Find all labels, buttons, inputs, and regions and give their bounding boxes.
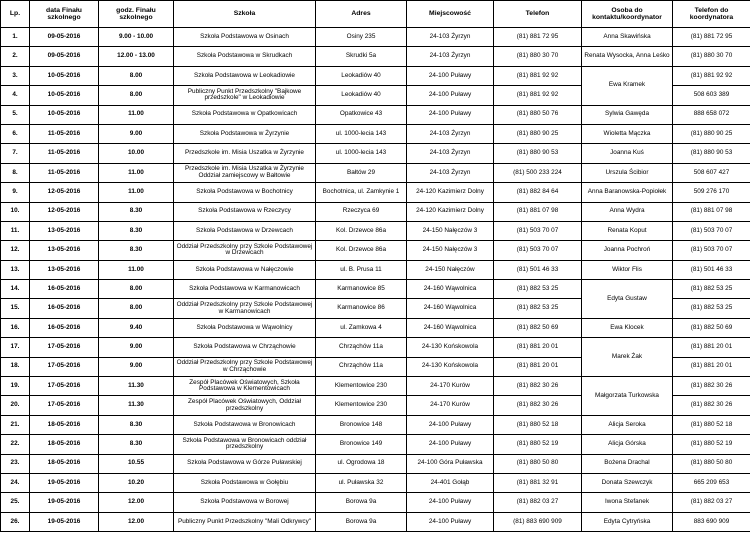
time-cell: 8.30 <box>99 221 174 240</box>
time-cell: 8.00 <box>99 280 174 299</box>
school-cell: Szkoła Podstawowa w Żyrzynie <box>174 124 316 143</box>
contact-cell: Renata Koput <box>582 221 673 240</box>
contact-cell: Ewa Klocek <box>582 318 673 337</box>
address-cell: Bronowice 149 <box>316 435 407 454</box>
table-row <box>1 183 750 202</box>
time-cell: 8.30 <box>99 415 174 434</box>
address-cell: Leokadiów 40 <box>316 86 407 105</box>
school-cell: Publiczny Punkt Przedszkolny "Mali Odkrywcy" <box>174 512 316 531</box>
phone-cell: (81) 501 46 33 <box>494 260 582 279</box>
town-cell: 24-401 Gołąb <box>407 473 494 492</box>
town-cell: 24-100 Puławy <box>407 66 494 85</box>
phone-cell: (81) 881 20 01 <box>494 357 582 376</box>
contact-phone-cell: 888 658 072 <box>673 105 750 124</box>
contact-phone-cell: (81) 882 53 25 <box>673 280 750 299</box>
contact-cell: Renata Wysocka, Anna Leśko <box>582 47 673 66</box>
contact-phone-cell: (81) 881 07 98 <box>673 202 750 221</box>
lp-cell: 21. <box>1 415 30 434</box>
contact-phone-cell: 508 607 427 <box>673 163 750 182</box>
header-contact-phone: Telefon do koordynatora <box>673 1 750 28</box>
date-cell: 17-05-2016 <box>30 377 99 396</box>
phone-cell: (81) 882 50 69 <box>494 318 582 337</box>
address-cell: ul. B. Prusa 11 <box>316 260 407 279</box>
phone-cell: (81) 881 92 92 <box>494 66 582 85</box>
address-cell: Klementowice 230 <box>316 396 407 415</box>
contact-cell: Edyta Cytryńska <box>582 512 673 531</box>
table-row <box>1 221 750 240</box>
date-cell: 10-05-2016 <box>30 105 99 124</box>
time-cell: 12.00 <box>99 512 174 531</box>
town-cell: 24-150 Nałęczów <box>407 260 494 279</box>
time-cell: 11.30 <box>99 377 174 396</box>
school-cell: Szkoła Podstawowa w Rzeczycy <box>174 202 316 221</box>
table-row <box>1 415 750 434</box>
lp-cell: 16. <box>1 318 30 337</box>
contact-phone-cell: (81) 882 30 26 <box>673 377 750 396</box>
time-cell: 9.00 - 10.00 <box>99 28 174 47</box>
contact-cell: Wiktor Flis <box>582 260 673 279</box>
table-row <box>1 124 750 143</box>
phone-cell: (81) 882 30 26 <box>494 396 582 415</box>
contact-phone-cell: (81) 880 52 18 <box>673 415 750 434</box>
phone-cell: (81) 881 72 95 <box>494 28 582 47</box>
school-cell: Szkoła Podstawowa w Wąwolnicy <box>174 318 316 337</box>
phone-cell: (81) 882 53 25 <box>494 299 582 318</box>
town-cell: 24-100 Góra Puławska <box>407 454 494 473</box>
town-cell: 24-130 Końskowola <box>407 338 494 357</box>
address-cell: ul. Puławska 32 <box>316 473 407 492</box>
contact-phone-cell: (81) 881 72 95 <box>673 28 750 47</box>
contact-phone-cell: (81) 882 53 25 <box>673 299 750 318</box>
phone-cell: (81) 882 03 27 <box>494 493 582 512</box>
time-cell: 10.55 <box>99 454 174 473</box>
contact-phone-cell: (81) 881 20 01 <box>673 357 750 376</box>
school-cell: Szkoła Podstawowa w Leokadiowie <box>174 66 316 85</box>
school-cell: Szkoła Podstawowa w Nałęczowie <box>174 260 316 279</box>
lp-cell: 4. <box>1 86 30 105</box>
school-cell: Szkoła Podstawowa w Skrudkach <box>174 47 316 66</box>
contact-phone-cell: (81) 880 90 53 <box>673 144 750 163</box>
lp-cell: 2. <box>1 47 30 66</box>
address-cell: Kol. Drzewce 86a <box>316 221 407 240</box>
school-cell: Oddział Przedszkolny przy Szkole Podstawowej w Chrząchowie <box>174 357 316 376</box>
town-cell: 24-100 Puławy <box>407 415 494 434</box>
lp-cell: 19. <box>1 377 30 396</box>
time-cell: 10.20 <box>99 473 174 492</box>
table-row <box>1 260 750 279</box>
town-cell: 24-103 Żyrzyn <box>407 163 494 182</box>
time-cell: 10.00 <box>99 144 174 163</box>
phone-cell: (81) 503 70 07 <box>494 221 582 240</box>
town-cell: 24-120 Kazimierz Dolny <box>407 183 494 202</box>
date-cell: 13-05-2016 <box>30 260 99 279</box>
town-cell: 24-130 Końskowola <box>407 357 494 376</box>
time-cell: 8.00 <box>99 299 174 318</box>
town-cell: 24-150 Nałęczów 3 <box>407 241 494 260</box>
school-cell: Zespół Placówek Oświatowych, Szkoła Podstawowa w Klementowicach <box>174 377 316 396</box>
table-row <box>1 163 750 182</box>
contact-phone-cell: (81) 880 50 80 <box>673 454 750 473</box>
date-cell: 13-05-2016 <box>30 221 99 240</box>
header-address: Adres <box>316 1 407 28</box>
address-cell: Rzeczyca 69 <box>316 202 407 221</box>
contact-phone-cell: 509 276 170 <box>673 183 750 202</box>
town-cell: 24-100 Puławy <box>407 86 494 105</box>
lp-cell: 23. <box>1 454 30 473</box>
school-cell: Szkoła Podstawowa w Bronowicach oddział przedszkolny <box>174 435 316 454</box>
contact-phone-cell: (81) 880 52 19 <box>673 435 750 454</box>
contact-cell: Iwona Stefanek <box>582 493 673 512</box>
address-cell: Bochotnica, ul. Zamkynie 1 <box>316 183 407 202</box>
lp-cell: 1. <box>1 28 30 47</box>
town-cell: 24-170 Kurów <box>407 396 494 415</box>
date-cell: 11-05-2016 <box>30 124 99 143</box>
lp-cell: 18. <box>1 357 30 376</box>
phone-cell: (81) 880 50 80 <box>494 454 582 473</box>
contact-cell: Sylwia Gawęda <box>582 105 673 124</box>
contact-cell: Bożena Drachal <box>582 454 673 473</box>
contact-phone-cell: (81) 882 30 26 <box>673 396 750 415</box>
town-cell: 24-120 Kazimierz Dolny <box>407 202 494 221</box>
time-cell: 8.00 <box>99 86 174 105</box>
school-cell: Zespół Placówek Oświatowych, Oddział przedszkolny <box>174 396 316 415</box>
address-cell: Bronowice 148 <box>316 415 407 434</box>
date-cell: 19-05-2016 <box>30 493 99 512</box>
phone-cell: (81) 880 30 70 <box>494 47 582 66</box>
address-cell: Skrudki 5a <box>316 47 407 66</box>
address-cell: Opatkowice 43 <box>316 105 407 124</box>
table-row <box>1 280 750 299</box>
lp-cell: 7. <box>1 144 30 163</box>
lp-cell: 20. <box>1 396 30 415</box>
school-cell: Szkoła Podstawowa w Bronowicach <box>174 415 316 434</box>
date-cell: 09-05-2016 <box>30 28 99 47</box>
lp-cell: 22. <box>1 435 30 454</box>
school-cell: Szkoła Podstawowa w Osinach <box>174 28 316 47</box>
town-cell: 24-170 Kurów <box>407 377 494 396</box>
contact-phone-cell: (81) 880 30 70 <box>673 47 750 66</box>
lp-cell: 11. <box>1 221 30 240</box>
phone-cell: (81) 880 50 76 <box>494 105 582 124</box>
time-cell: 8.30 <box>99 241 174 260</box>
date-cell: 16-05-2016 <box>30 299 99 318</box>
date-cell: 17-05-2016 <box>30 338 99 357</box>
table-row <box>1 377 750 396</box>
contact-cell: Edyta Gustaw <box>582 280 673 319</box>
school-cell: Szkoła Podstawowa w Karmanowicach <box>174 280 316 299</box>
address-cell: Bałtów 29 <box>316 163 407 182</box>
time-cell: 11.00 <box>99 260 174 279</box>
phone-cell: (81) 881 92 92 <box>494 86 582 105</box>
address-cell: Borowa 9a <box>316 493 407 512</box>
lp-cell: 14. <box>1 280 30 299</box>
contact-phone-cell: (81) 881 92 92 <box>673 66 750 85</box>
table-row <box>1 473 750 492</box>
phone-cell: (81) 880 90 25 <box>494 124 582 143</box>
date-cell: 19-05-2016 <box>30 473 99 492</box>
time-cell: 11.30 <box>99 396 174 415</box>
date-cell: 19-05-2016 <box>30 512 99 531</box>
date-cell: 11-05-2016 <box>30 144 99 163</box>
table-row <box>1 338 750 357</box>
contact-cell: Joanna Pochroń <box>582 241 673 260</box>
time-cell: 11.00 <box>99 163 174 182</box>
contact-phone-cell: 665 209 653 <box>673 473 750 492</box>
time-cell: 11.00 <box>99 183 174 202</box>
lp-cell: 10. <box>1 202 30 221</box>
school-cell: Publiczny Punkt Przedszkolny "Bajkowe przedszkole" w Leokadiowie <box>174 86 316 105</box>
lp-cell: 25. <box>1 493 30 512</box>
school-cell: Przedszkole im. Misia Uszatka w Żyrzynie <box>174 144 316 163</box>
time-cell: 12.00 <box>99 493 174 512</box>
header-date: data Finału szkolnego <box>30 1 99 28</box>
lp-cell: 15. <box>1 299 30 318</box>
address-cell: Osiny 235 <box>316 28 407 47</box>
time-cell: 8.30 <box>99 435 174 454</box>
lp-cell: 26. <box>1 512 30 531</box>
date-cell: 09-05-2016 <box>30 47 99 66</box>
phone-cell: (81) 500 233 224 <box>494 163 582 182</box>
contact-cell: Anna Baranowska-Popiołek <box>582 183 673 202</box>
contact-cell: Urszula Ścibior <box>582 163 673 182</box>
town-cell: 24-160 Wąwolnica <box>407 280 494 299</box>
date-cell: 18-05-2016 <box>30 435 99 454</box>
table-row <box>1 318 750 337</box>
address-cell: Karmanowice 85 <box>316 280 407 299</box>
town-cell: 24-150 Nałęczów 3 <box>407 221 494 240</box>
contact-phone-cell: (81) 882 50 69 <box>673 318 750 337</box>
school-cell: Szkoła Podstawowa w Bochotnicy <box>174 183 316 202</box>
phone-cell: (81) 880 52 18 <box>494 415 582 434</box>
phone-cell: (81) 882 84 64 <box>494 183 582 202</box>
contact-phone-cell: (81) 881 20 01 <box>673 338 750 357</box>
contact-cell: Marek Żak <box>582 338 673 377</box>
school-cell: Szkoła Podstawowa w Gołębiu <box>174 473 316 492</box>
time-cell: 11.00 <box>99 105 174 124</box>
header-town: Miejscowość <box>407 1 494 28</box>
lp-cell: 12. <box>1 241 30 260</box>
town-cell: 24-160 Wąwolnica <box>407 299 494 318</box>
town-cell: 24-100 Puławy <box>407 512 494 531</box>
table-row <box>1 241 750 260</box>
address-cell: Kol. Drzewce 86a <box>316 241 407 260</box>
table-body <box>1 28 750 532</box>
table-row <box>1 47 750 66</box>
town-cell: 24-100 Puławy <box>407 105 494 124</box>
phone-cell: (81) 883 690 909 <box>494 512 582 531</box>
lp-cell: 5. <box>1 105 30 124</box>
school-cell: Szkoła Podstawowa w Górze Puławskiej <box>174 454 316 473</box>
school-cell: Szkoła Podstawowa w Chrząchowie <box>174 338 316 357</box>
school-cell: Szkoła Podstawowa w Opatkowicach <box>174 105 316 124</box>
contact-phone-cell: 883 690 909 <box>673 512 750 531</box>
date-cell: 17-05-2016 <box>30 396 99 415</box>
town-cell: 24-100 Puławy <box>407 435 494 454</box>
table-row <box>1 105 750 124</box>
address-cell: Chrząchów 11a <box>316 338 407 357</box>
contact-cell: Alicja Seroka <box>582 415 673 434</box>
date-cell: 18-05-2016 <box>30 454 99 473</box>
table-row <box>1 28 750 47</box>
time-cell: 8.30 <box>99 202 174 221</box>
school-cell: Oddział Przedszkolny przy Szkole Podstawowej w Karmanowicach <box>174 299 316 318</box>
table-row <box>1 202 750 221</box>
phone-cell: (81) 881 20 01 <box>494 338 582 357</box>
address-cell: Chrząchów 11a <box>316 357 407 376</box>
time-cell: 9.00 <box>99 357 174 376</box>
address-cell: Karmanowice 86 <box>316 299 407 318</box>
contact-cell: Wioletta Mączka <box>582 124 673 143</box>
town-cell: 24-103 Żyrzyn <box>407 124 494 143</box>
phone-cell: (81) 882 30 26 <box>494 377 582 396</box>
lp-cell: 3. <box>1 66 30 85</box>
table-row <box>1 512 750 531</box>
table-row <box>1 454 750 473</box>
date-cell: 10-05-2016 <box>30 86 99 105</box>
date-cell: 11-05-2016 <box>30 163 99 182</box>
header-lp: Lp. <box>1 1 30 28</box>
time-cell: 12.00 - 13.00 <box>99 47 174 66</box>
town-cell: 24-100 Puławy <box>407 493 494 512</box>
table-row <box>1 144 750 163</box>
lp-cell: 6. <box>1 124 30 143</box>
lp-cell: 24. <box>1 473 30 492</box>
date-cell: 13-05-2016 <box>30 241 99 260</box>
contact-cell: Ewa Kramek <box>582 66 673 105</box>
header-time: godz. Finału szkolnego <box>99 1 174 28</box>
phone-cell: (81) 881 32 91 <box>494 473 582 492</box>
contact-cell: Donata Szewczyk <box>582 473 673 492</box>
date-cell: 18-05-2016 <box>30 415 99 434</box>
date-cell: 16-05-2016 <box>30 280 99 299</box>
town-cell: 24-160 Wąwolnica <box>407 318 494 337</box>
contact-cell: Małgorzata Turkowska <box>582 377 673 416</box>
contact-phone-cell: (81) 501 46 33 <box>673 260 750 279</box>
contact-phone-cell: (81) 880 90 25 <box>673 124 750 143</box>
town-cell: 24-103 Żyrzyn <box>407 144 494 163</box>
contact-phone-cell: (81) 882 03 27 <box>673 493 750 512</box>
lp-cell: 9. <box>1 183 30 202</box>
header-row <box>1 1 750 28</box>
school-cell: Oddział Przedszkolny przy Szkole Podstawowej w Drzewcach <box>174 241 316 260</box>
address-cell: ul. 1000-lecia 143 <box>316 124 407 143</box>
contact-phone-cell: (81) 503 70 07 <box>673 221 750 240</box>
phone-cell: (81) 880 52 19 <box>494 435 582 454</box>
table-row <box>1 435 750 454</box>
address-cell: ul. 1000-lecia 143 <box>316 144 407 163</box>
time-cell: 9.40 <box>99 318 174 337</box>
phone-cell: (81) 881 07 98 <box>494 202 582 221</box>
time-cell: 9.00 <box>99 338 174 357</box>
header-phone: Telefon <box>494 1 582 28</box>
phone-cell: (81) 880 90 53 <box>494 144 582 163</box>
contact-cell: Anna Skawińska <box>582 28 673 47</box>
contact-phone-cell: 508 603 389 <box>673 86 750 105</box>
contact-phone-cell: (81) 503 70 07 <box>673 241 750 260</box>
address-cell: ul. Zamkowa 4 <box>316 318 407 337</box>
time-cell: 9.00 <box>99 124 174 143</box>
table-row <box>1 66 750 85</box>
table-row <box>1 493 750 512</box>
lp-cell: 17. <box>1 338 30 357</box>
school-cell: Przedszkole im. Misia Uszatka w Żyrzynie Oddział zamiejscowy w Bałtowie <box>174 163 316 182</box>
town-cell: 24-103 Żyrzyn <box>407 47 494 66</box>
lp-cell: 13. <box>1 260 30 279</box>
contact-cell: Anna Wydra <box>582 202 673 221</box>
phone-cell: (81) 503 70 07 <box>494 241 582 260</box>
date-cell: 16-05-2016 <box>30 318 99 337</box>
header-school: Szkoła <box>174 1 316 28</box>
lp-cell: 8. <box>1 163 30 182</box>
header-contact: Osoba do kontaktu/koordynator <box>582 1 673 28</box>
date-cell: 12-05-2016 <box>30 183 99 202</box>
phone-cell: (81) 882 53 25 <box>494 280 582 299</box>
address-cell: Klementowice 230 <box>316 377 407 396</box>
time-cell: 8.00 <box>99 66 174 85</box>
date-cell: 12-05-2016 <box>30 202 99 221</box>
contact-cell: Alicja Górska <box>582 435 673 454</box>
school-cell: Szkoła Podstawowa w Drzewcach <box>174 221 316 240</box>
address-cell: Borowa 9a <box>316 512 407 531</box>
school-cell: Szkoła Podstawowa w Borowej <box>174 493 316 512</box>
date-cell: 17-05-2016 <box>30 357 99 376</box>
contact-cell: Joanna Kuś <box>582 144 673 163</box>
date-cell: 10-05-2016 <box>30 66 99 85</box>
address-cell: Leokadiów 40 <box>316 66 407 85</box>
address-cell: ul. Ogrodowa 18 <box>316 454 407 473</box>
town-cell: 24-103 Żyrzyn <box>407 28 494 47</box>
